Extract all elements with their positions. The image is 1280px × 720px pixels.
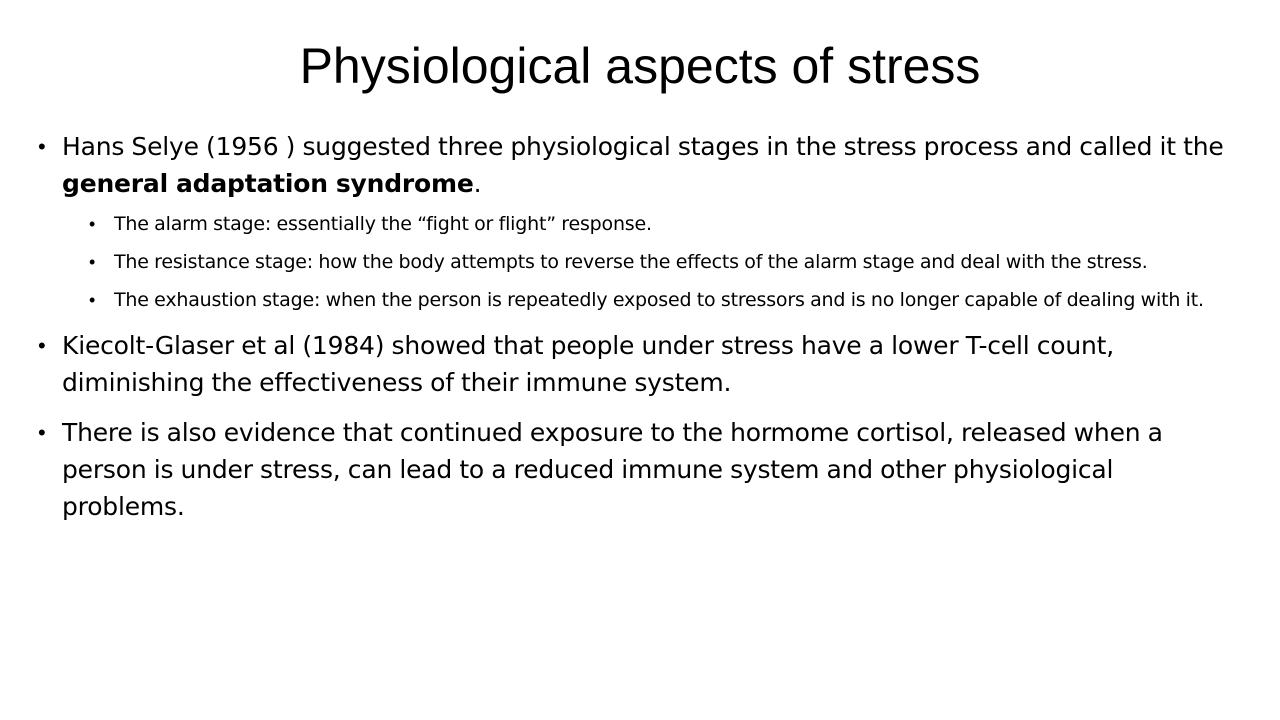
bullet-marker: • (38, 333, 46, 358)
bullet-text-start: Hans Selye (1956 ) suggested three physiological stages in the stress process and called it the (62, 132, 1224, 161)
bullet-marker: • (38, 420, 46, 445)
sub-bullet-text: The exhaustion stage: when the person is repeatedly exposed to stressors and is no longer capable of dealing with it. (114, 289, 1204, 311)
bullet-text (62, 128, 1238, 202)
bullet-marker: • (89, 214, 96, 234)
bullet-marker: • (38, 134, 46, 159)
sub-bullet-alarm-stage (89, 210, 1219, 238)
bullet-text-bold: general adaptation syndrome (62, 169, 474, 198)
bullet-item-selye (38, 128, 1238, 202)
sub-bullet-resistance-stage (89, 248, 1219, 276)
bullet-item-cortisol (38, 414, 1238, 525)
bullet-marker: • (89, 290, 96, 310)
sub-bullet-text: The resistance stage: how the body attempts to reverse the effects of the alarm stage and deal with the stress. (114, 251, 1148, 273)
sub-bullet-text: The alarm stage: essentially the “fight or flight” response. (114, 213, 652, 235)
bullet-item-kiecolt-glaser (38, 327, 1238, 401)
slide-title: Physiological aspects of stress (299, 38, 981, 94)
bullet-text-end: . (473, 169, 482, 198)
bullet-text: Kiecolt-Glaser et al (1984) showed that people under stress have a lower T-cell count, diminishing the effectiveness of their immune system. (62, 331, 1115, 397)
slide-body (38, 128, 1238, 525)
bullet-marker: • (89, 252, 96, 272)
bullet-text: There is also evidence that continued exposure to the hormome cortisol, released when a person is under stress, can lead to a reduced immune system and other physiological problems. (62, 418, 1163, 521)
sub-bullet-exhaustion-stage (89, 286, 1219, 314)
